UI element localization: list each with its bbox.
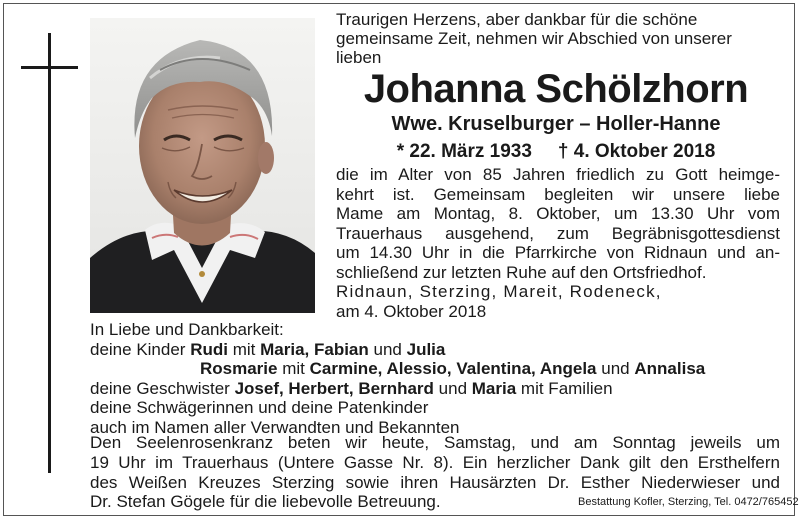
place-date — [336, 282, 780, 322]
sibling-names: Josef, Herbert, Bernhard — [234, 378, 434, 398]
children-prefix: deine Kinder — [90, 339, 186, 359]
funeral-line: Trauerhaus ausgehend, zum Begräbnisgottesdienst — [336, 223, 780, 243]
intro-line: lieben — [336, 48, 382, 67]
mourners-list — [90, 320, 790, 437]
funeral-line: um 14.30 Uhr in die Pfarrkirche von Ridnaun und an- — [336, 243, 780, 263]
relatives-line: auch im Namen aller Verwandten und Bekannten — [90, 417, 460, 437]
child-name: Rosmarie — [200, 359, 278, 378]
rosary-line: Den Seelenrosenkranz beten wir heute, Samstag, und am Sonntag jeweils um — [90, 433, 780, 452]
siblings-prefix: deine Geschwister — [90, 378, 230, 398]
portrait-photo — [90, 18, 315, 313]
deceased-subname: Wwe. Kruselburger – Holler-Hanne — [391, 113, 721, 135]
place-names: Ridnaun, Sterzing, Mareit, Rodeneck, — [336, 282, 662, 301]
funeral-line: die im Alter von 85 Jahren friedlich zu Gott heimge- — [336, 165, 780, 184]
connector: mit — [232, 339, 256, 359]
siblings-line — [90, 379, 790, 399]
life-dates — [336, 142, 776, 162]
family-name: Julia — [406, 339, 446, 359]
inlaws-line: deine Schwägerinnen und deine Patenkinder — [90, 398, 429, 417]
families-text: mit Familien — [520, 378, 613, 398]
funeral-line: schließend zur letzten Ruhe auf den Ortsfriedhof. — [336, 262, 707, 282]
intro-text — [336, 10, 780, 67]
child-name: Rudi — [190, 339, 228, 359]
funeral-home-credit: Bestattung Kofler, Sterzing, Tel. 0472/765452 — [578, 496, 799, 508]
connector: und — [438, 378, 468, 398]
intro-line: gemeinsame Zeit, nehmen wir Abschied von unserer — [336, 29, 732, 48]
rosary-line: 19 Uhr im Trauerhaus (Untere Gasse Nr. 8). Ein herzlicher Dank gilt den Ersthelfern — [90, 452, 780, 472]
connector: und — [601, 359, 630, 378]
funeral-text — [336, 165, 780, 283]
family-name: Annalisa — [634, 359, 706, 378]
family-names: Maria, Fabian — [260, 339, 369, 359]
intro-line: Traurigen Herzens, aber dankbar für die schöne — [336, 10, 698, 29]
rosary-line: Dr. Stefan Gögele für die liebevolle Betreuung. — [90, 492, 441, 512]
mourners-heading: In Liebe und Dankbarkeit: — [90, 320, 284, 339]
deceased-name: Johanna Schölzhorn — [363, 67, 749, 111]
birth-date: * 22. März 1933 — [396, 141, 532, 162]
death-date: † 4. Oktober 2018 — [557, 141, 716, 162]
funeral-line: kehrt ist. Gemeinsam begleiten wir unsere liebe — [336, 184, 780, 204]
funeral-line: Mame am Montag, 8. Oktober, um 13.30 Uhr vom — [336, 204, 780, 224]
children-line — [90, 340, 790, 360]
cross-icon-bar — [21, 66, 78, 69]
children-line — [90, 359, 790, 379]
connector: mit — [282, 359, 305, 378]
notice-date: am 4. Oktober 2018 — [336, 302, 487, 321]
rosary-line: des Weißen Kreuzes Sterzing sowie ihren Hausärzten Dr. Esther Niederwieser und — [90, 472, 780, 492]
family-names: Carmine, Alessio, Valentina, Angela — [309, 359, 597, 378]
sibling-name: Maria — [471, 378, 517, 398]
cross-icon — [48, 33, 51, 473]
connector: und — [373, 339, 402, 359]
